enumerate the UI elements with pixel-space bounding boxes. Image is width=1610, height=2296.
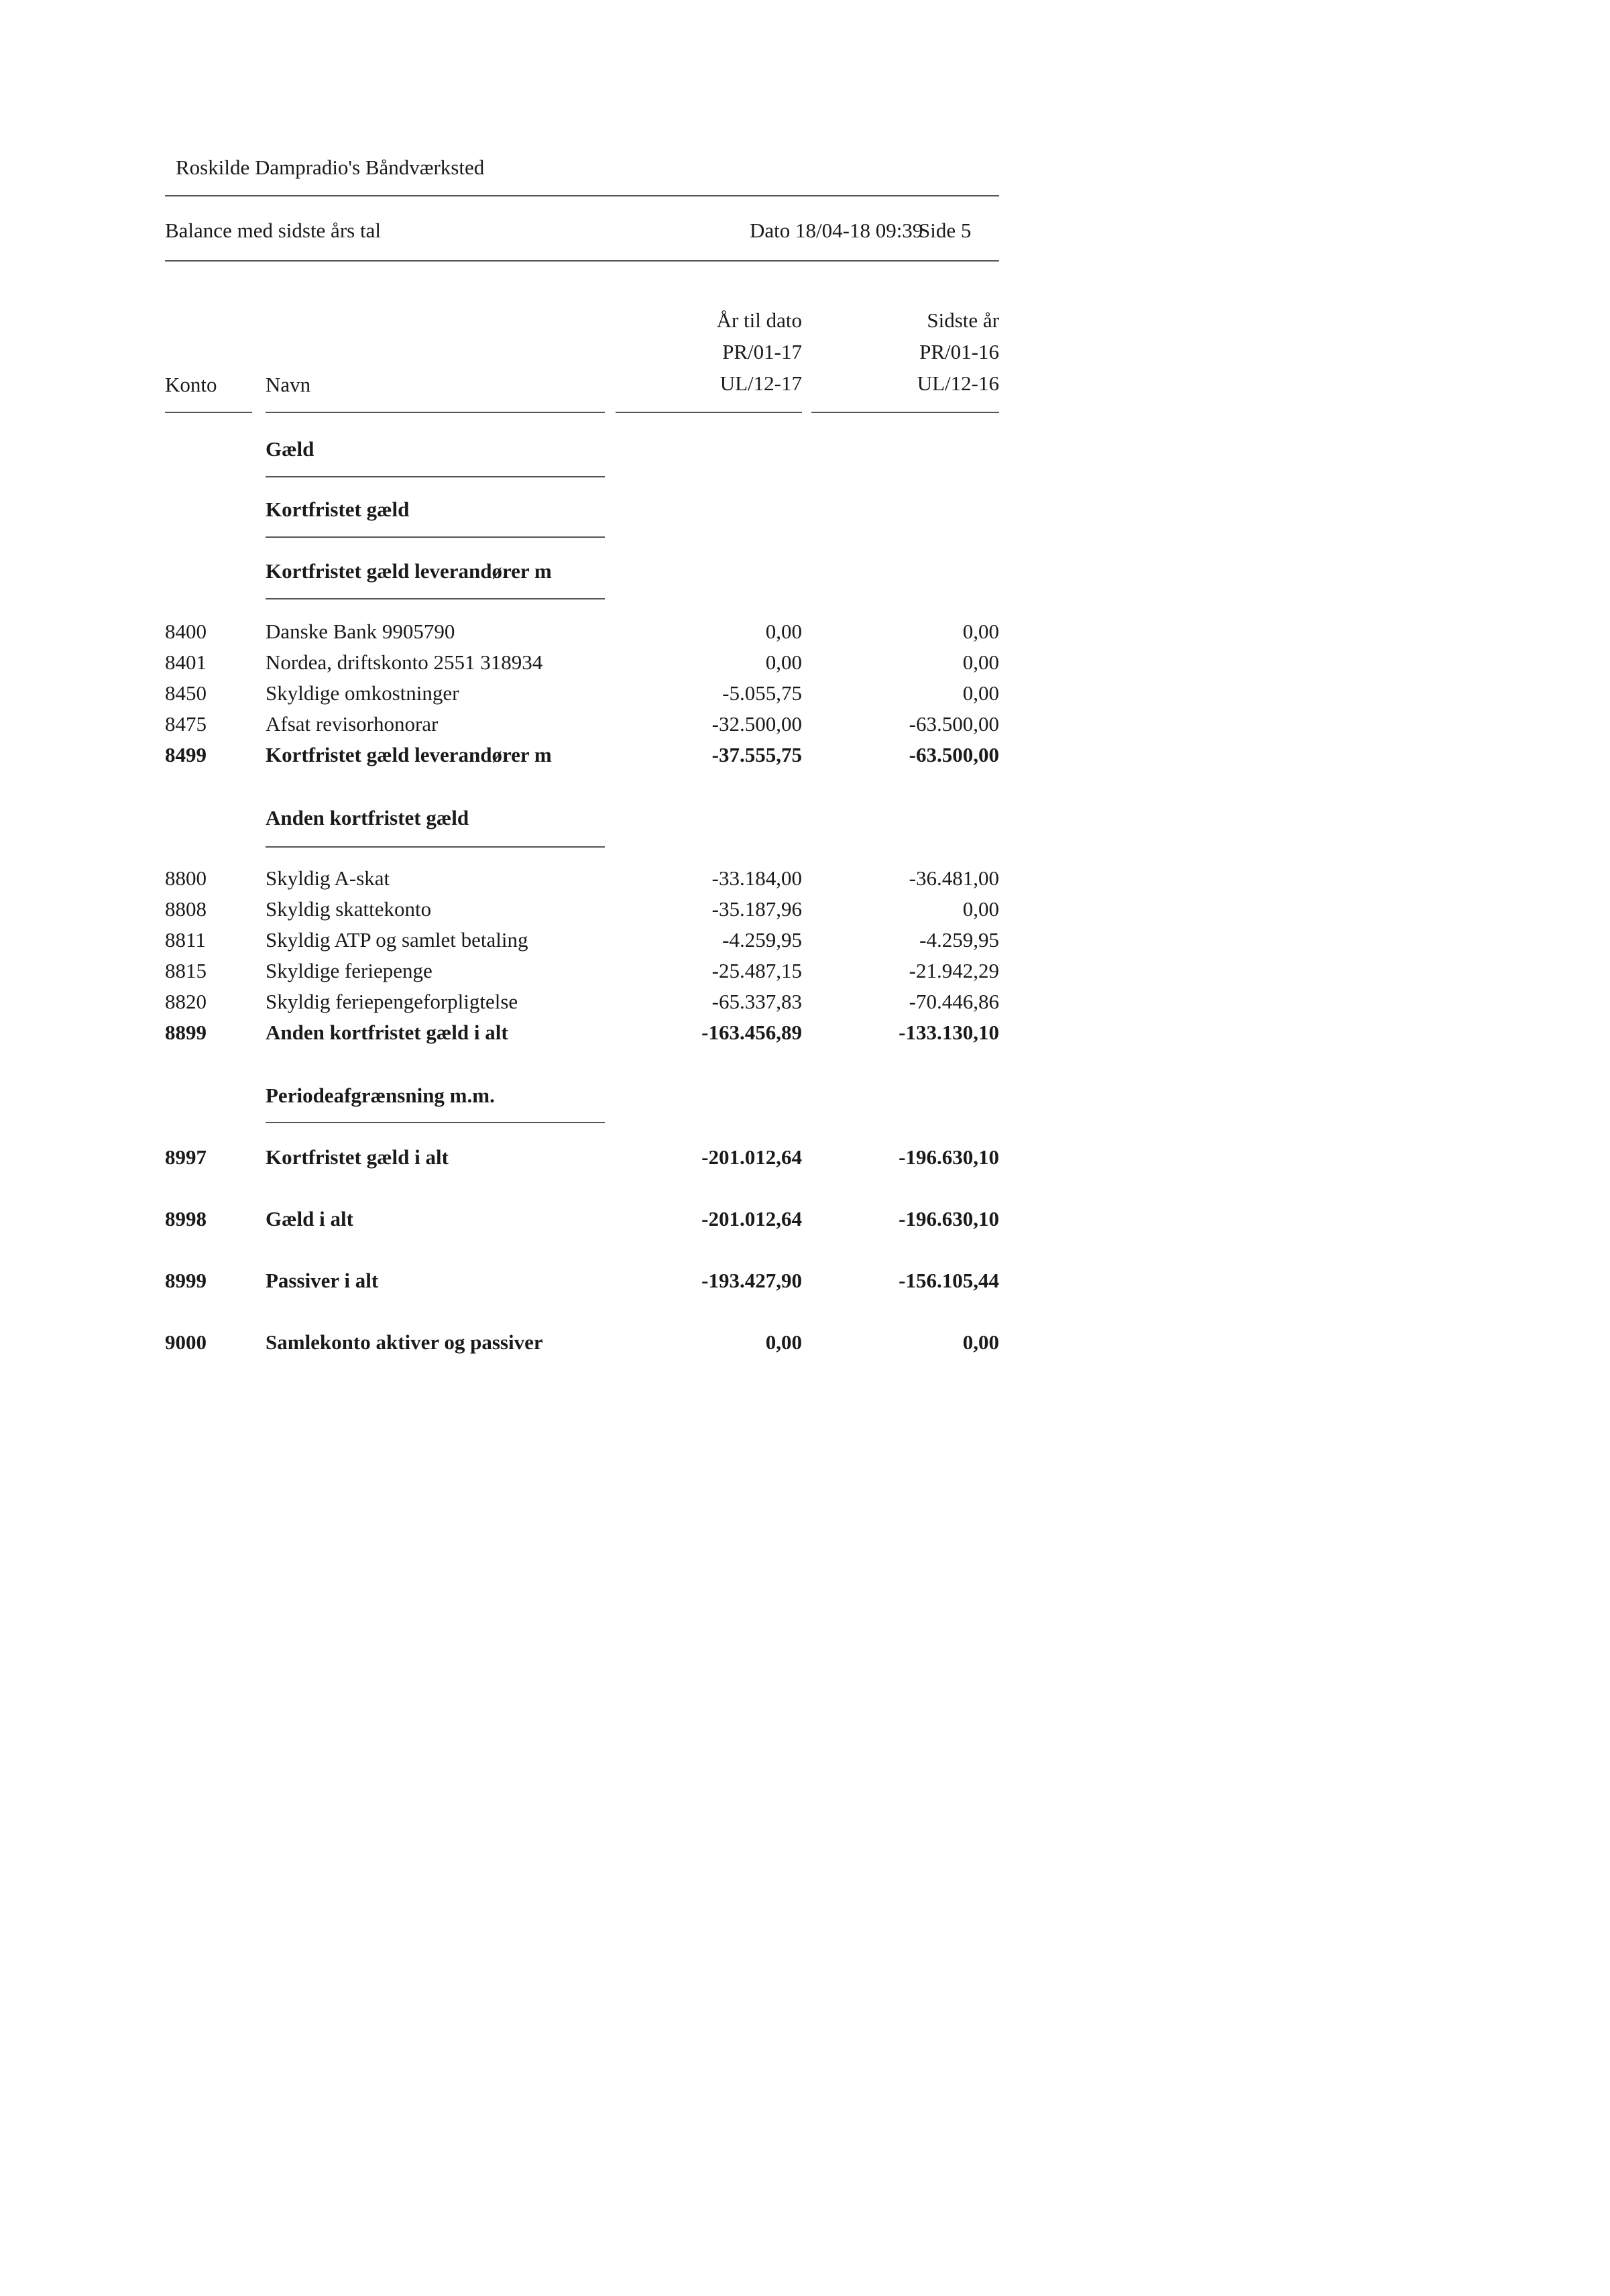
prev-value: -21.942,29: [909, 959, 999, 982]
account-name: Danske Bank 9905790: [266, 620, 455, 643]
col-prev-line2: PR/01-16: [919, 340, 999, 363]
account-name: Kortfristet gæld i alt: [266, 1145, 449, 1169]
account-number: 8450: [165, 681, 207, 705]
account-number: 8800: [165, 866, 207, 890]
account-name: Nordea, driftskonto 2551 318934: [266, 650, 543, 674]
prev-value: -70.446,86: [909, 990, 999, 1013]
col-konto-underline: [165, 412, 252, 413]
account-number: 8820: [165, 990, 207, 1013]
company-name: Roskilde Dampradio's Båndværksted: [176, 156, 485, 179]
col-konto-header: Konto: [165, 373, 217, 396]
col-prev-line1: Sidste år: [927, 308, 999, 332]
account-number: 8401: [165, 650, 207, 674]
ytd-value: -163.456,89: [701, 1021, 802, 1044]
col-ytd-line3: UL/12-17: [720, 371, 802, 395]
ytd-value: -32.500,00: [711, 712, 802, 736]
page-number: Side 5: [919, 219, 972, 242]
col-navn-header: Navn: [266, 373, 311, 396]
section-periode-underline: [266, 1122, 605, 1123]
ytd-value: -35.187,96: [711, 897, 802, 921]
account-name: Skyldige feriepenge: [266, 959, 433, 982]
section-anden: Anden kortfristet gæld: [266, 806, 469, 829]
account-number: 9000: [165, 1330, 207, 1354]
col-ytd-line2: PR/01-17: [722, 340, 802, 363]
ytd-value: 0,00: [765, 620, 802, 643]
col-navn-underline: [266, 412, 605, 413]
prev-value: 0,00: [962, 650, 999, 674]
ytd-value: -201.012,64: [701, 1207, 802, 1230]
section-gaeld: Gæld: [266, 437, 314, 461]
ytd-value: -193.427,90: [701, 1269, 802, 1292]
account-number: 8999: [165, 1269, 207, 1292]
section-anden-underline: [266, 846, 605, 848]
ytd-value: -25.487,15: [711, 959, 802, 982]
prev-value: -4.259,95: [919, 928, 999, 952]
col-prev-underline: [811, 412, 999, 413]
prev-value: 0,00: [962, 620, 999, 643]
account-name: Skyldig feriepengeforpligtelse: [266, 990, 518, 1013]
col-prev-line3: UL/12-16: [917, 371, 999, 395]
ytd-value: -65.337,83: [711, 990, 802, 1013]
account-number: 8400: [165, 620, 207, 643]
ytd-value: -33.184,00: [711, 866, 802, 890]
account-name: Gæld i alt: [266, 1207, 353, 1230]
account-name: Passiver i alt: [266, 1269, 379, 1292]
account-number: 8899: [165, 1021, 207, 1044]
prev-value: 0,00: [962, 1330, 999, 1354]
ytd-value: -4.259,95: [722, 928, 802, 952]
header-divider-bottom: [165, 260, 999, 262]
account-name: Anden kortfristet gæld i alt: [266, 1021, 508, 1044]
account-number: 8475: [165, 712, 207, 736]
prev-value: 0,00: [962, 681, 999, 705]
account-number: 8815: [165, 959, 207, 982]
report-date: Dato 18/04-18 09:39: [750, 219, 923, 242]
account-name: Samlekonto aktiver og passiver: [266, 1330, 543, 1354]
account-name: Afsat revisorhonorar: [266, 712, 439, 736]
prev-value: -133.130,10: [899, 1021, 999, 1044]
prev-value: -156.105,44: [899, 1269, 999, 1292]
report-title: Balance med sidste års tal: [165, 219, 381, 242]
section-leverandorer-underline: [266, 598, 605, 599]
ytd-value: -201.012,64: [701, 1145, 802, 1169]
account-name: Skyldig A-skat: [266, 866, 390, 890]
ytd-value: 0,00: [765, 1330, 802, 1354]
col-ytd-underline: [616, 412, 802, 413]
account-number: 8997: [165, 1145, 207, 1169]
ytd-value: -37.555,75: [711, 743, 802, 766]
prev-value: -196.630,10: [899, 1145, 999, 1169]
prev-value: -36.481,00: [909, 866, 999, 890]
account-number: 8811: [165, 928, 206, 952]
col-ytd-line1: År til dato: [716, 308, 802, 332]
section-periode: Periodeafgrænsning m.m.: [266, 1084, 495, 1107]
account-number: 8499: [165, 743, 207, 766]
section-kortfristet-underline: [266, 536, 605, 538]
account-name: Skyldige omkostninger: [266, 681, 459, 705]
prev-value: -63.500,00: [909, 712, 999, 736]
account-number: 8998: [165, 1207, 207, 1230]
section-kortfristet: Kortfristet gæld: [266, 498, 410, 521]
account-number: 8808: [165, 897, 207, 921]
section-leverandorer: Kortfristet gæld leverandører m: [266, 559, 552, 583]
ytd-value: -5.055,75: [722, 681, 802, 705]
ytd-value: 0,00: [765, 650, 802, 674]
account-name: Skyldig skattekonto: [266, 897, 432, 921]
prev-value: -63.500,00: [909, 743, 999, 766]
prev-value: -196.630,10: [899, 1207, 999, 1230]
account-name: Kortfristet gæld leverandører m: [266, 743, 552, 766]
account-name: Skyldig ATP og samlet betaling: [266, 928, 528, 952]
prev-value: 0,00: [962, 897, 999, 921]
section-gaeld-underline: [266, 476, 605, 477]
header-divider-top: [165, 195, 999, 196]
